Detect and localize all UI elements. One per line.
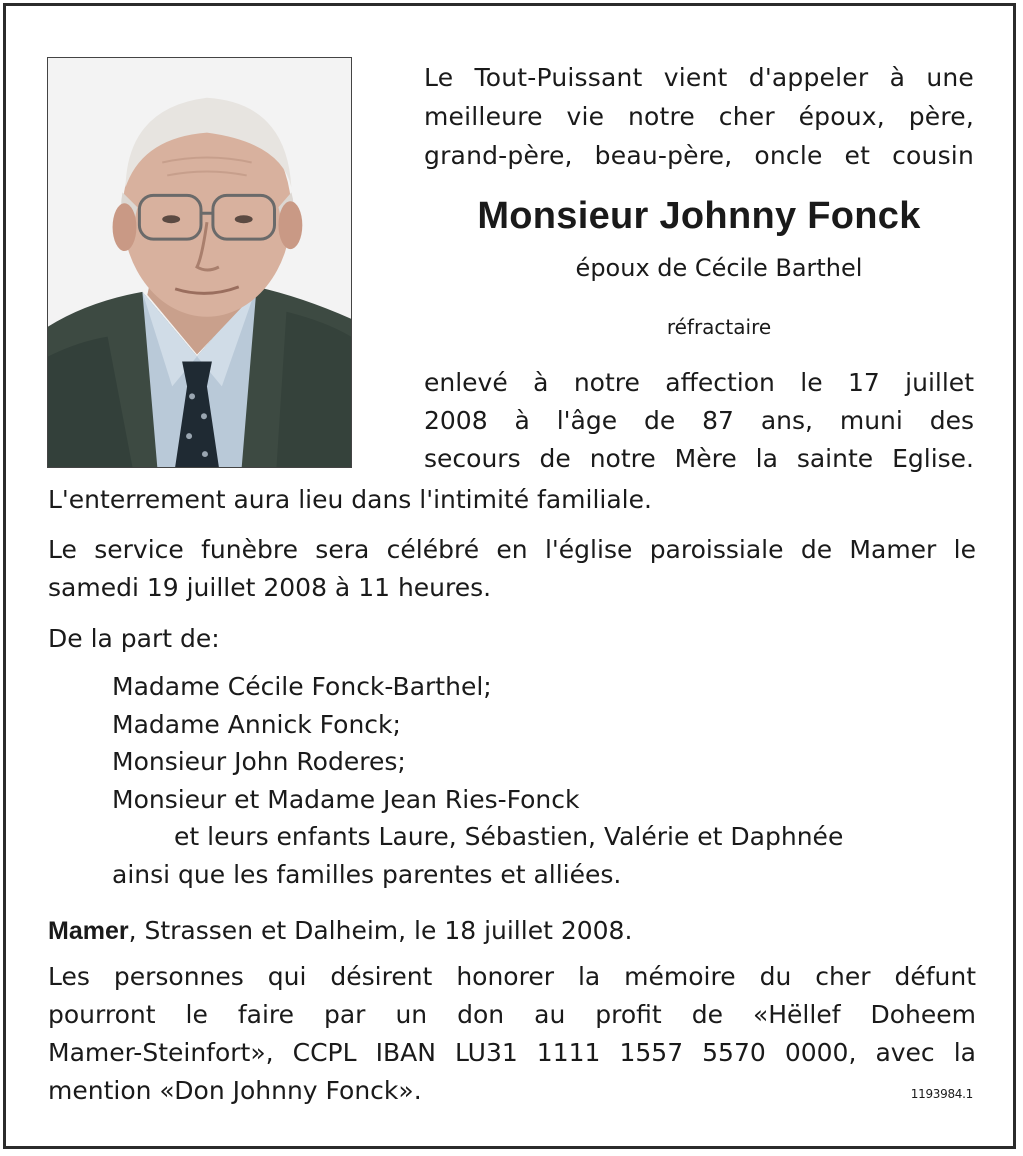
donation-line: Les personnes qui désirent honorer la mémoire du cher défunt	[48, 962, 976, 991]
donation-paragraph	[48, 958, 976, 1110]
death-line: enlevé à notre affection le 17 juillet	[424, 368, 974, 397]
place-name: Mamer	[48, 917, 129, 945]
spouse-line: époux de Cécile Barthel	[575, 254, 863, 282]
deceased-name: Monsieur Johnny Fonck	[477, 195, 921, 237]
service-line: samedi 19 juillet 2008 à 11 heures.	[48, 573, 492, 602]
family-member: Madame Annick Fonck;	[112, 709, 401, 739]
intro-paragraph	[424, 58, 974, 175]
family-closing: ainsi que les familles parentes et alliées.	[112, 859, 622, 889]
family-member: Monsieur et Madame Jean Ries-Fonck	[112, 784, 580, 814]
death-paragraph	[424, 364, 974, 478]
intro-line: meilleure vie notre cher époux, père,	[424, 102, 974, 131]
donation-line: pourront le faire par un don au profit de «Hëllef Doheem	[48, 1000, 976, 1029]
place-date-line	[48, 912, 976, 950]
family-children: et leurs enfants Laure, Sébastien, Valérie et Daphnée	[174, 822, 844, 851]
family-member: Monsieur John Roderes;	[112, 747, 406, 776]
death-line: 2008 à l'âge de 87 ans, muni des	[424, 406, 974, 435]
burial-paragraph: L'enterrement aura lieu dans l'intimité familiale.	[48, 485, 652, 514]
donation-line: Mamer-Steinfort», CCPL IBAN LU31 1111 1557 5570 0000, avec la	[48, 1038, 976, 1067]
from-label: De la part de:	[48, 624, 220, 653]
place-rest: , Strassen et Dalheim, le 18 juillet 2008.	[128, 916, 633, 945]
service-line: Le service funèbre sera célébré en l'église paroissiale de Mamer le	[48, 535, 976, 564]
intro-line: Le Tout-Puissant vient d'appeler à une	[424, 63, 974, 92]
portrait-photo	[47, 57, 352, 468]
intro-line: grand-père, beau-père, oncle et cousin	[424, 141, 974, 170]
reference-number: 1193984.1	[910, 1087, 973, 1101]
family-list	[112, 668, 972, 893]
service-paragraph	[48, 531, 976, 607]
family-member: Madame Cécile Fonck-Barthel;	[112, 672, 492, 701]
death-line: secours de notre Mère la sainte Eglise.	[424, 444, 974, 473]
status-label: réfractaire	[666, 315, 772, 339]
donation-line: mention «Don Johnny Fonck».	[48, 1076, 422, 1105]
